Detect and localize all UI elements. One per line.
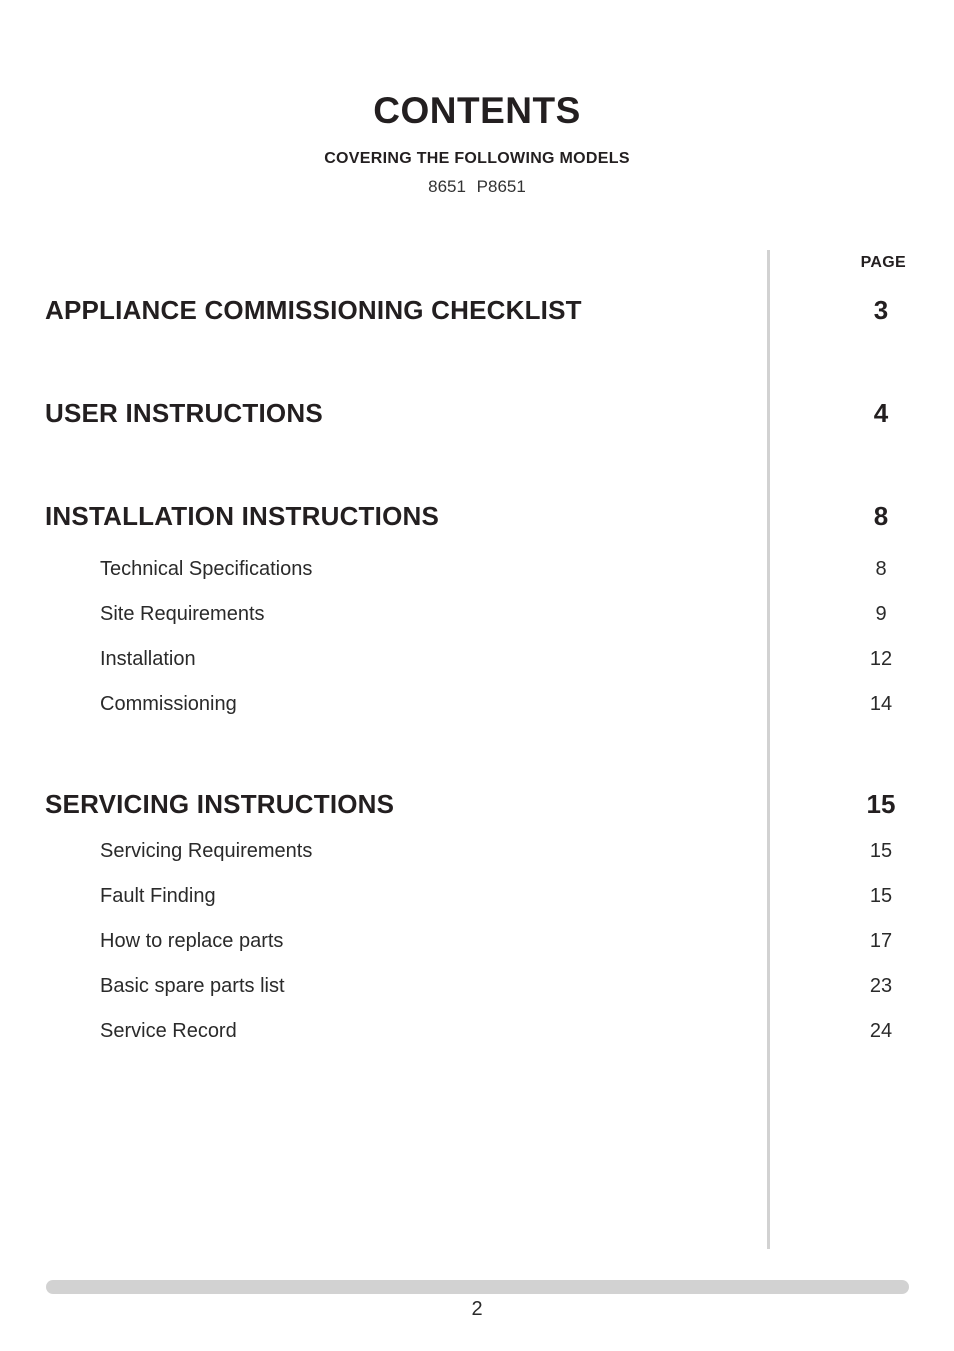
toc-item-page: 8 [875,558,887,580]
toc-item-page: 23 [869,975,893,997]
toc-section-commissioning-checklist[interactable]: APPLIANCE COMMISSIONING CHECKLIST [45,295,582,325]
toc-section-page: 4 [873,398,889,428]
toc-section-user-instructions[interactable]: USER INSTRUCTIONS [45,398,323,428]
toc-item-page: 9 [875,603,887,625]
column-divider [767,250,770,1249]
models-caption: COVERING THE FOLLOWING MODELS [324,150,630,167]
footer-bar [46,1280,909,1294]
toc-item-page: 12 [869,648,893,670]
toc-item[interactable]: Technical Specifications [100,558,313,580]
toc-section-installation-instructions[interactable]: INSTALLATION INSTRUCTIONS [45,501,440,531]
toc-item-page: 17 [869,930,893,952]
toc-item[interactable]: How to replace parts [100,930,284,952]
page-number: 2 [471,1298,483,1320]
toc-item-page: 14 [869,693,893,715]
toc-item[interactable]: Commissioning [100,693,237,715]
toc-item-page: 15 [869,840,893,862]
toc-item-page: 24 [869,1020,893,1042]
toc-item[interactable]: Service Record [100,1020,237,1042]
toc-section-servicing-instructions[interactable]: SERVICING INSTRUCTIONS [45,789,395,819]
model-numbers: 8651 P8651 [428,177,526,196]
page-title: CONTENTS [373,90,581,131]
toc-item[interactable]: Installation [100,648,196,670]
toc-section-page: 3 [873,295,889,325]
toc-item[interactable]: Basic spare parts list [100,975,285,997]
toc-section-page: 15 [866,789,896,819]
toc-item[interactable]: Site Requirements [100,603,265,625]
toc-item-page: 15 [869,885,893,907]
toc-section-page: 8 [873,501,889,531]
toc-item[interactable]: Fault Finding [100,885,216,907]
toc-item[interactable]: Servicing Requirements [100,840,313,862]
page-column-header: PAGE [860,254,906,271]
